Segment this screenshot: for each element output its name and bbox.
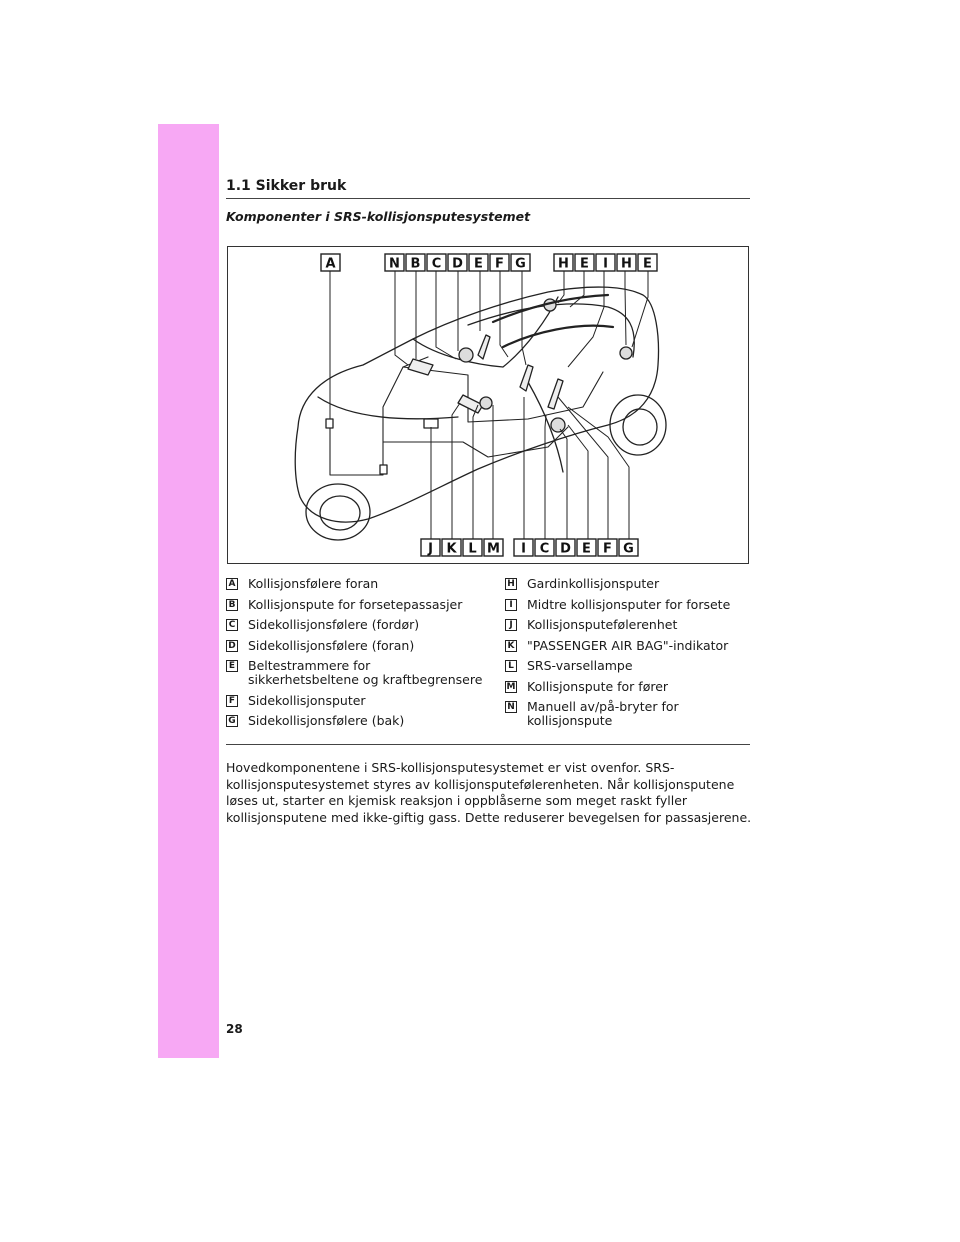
svg-text:E: E: [580, 256, 589, 272]
srs-diagram: [227, 246, 749, 564]
svg-text:F: F: [603, 541, 612, 557]
legend-item: [226, 714, 492, 728]
bottom-callouts: [421, 539, 638, 557]
legend-text: "PASSENGER AIR BAG"-indikator: [527, 637, 729, 653]
legend-text: Kollisjonspute for fører: [527, 678, 669, 694]
legend-key: N: [505, 701, 517, 713]
legend-key: D: [226, 640, 238, 652]
callout-G: [511, 254, 530, 272]
callout-C2: [535, 539, 554, 557]
svg-text:N: N: [389, 256, 400, 272]
svg-text:E: E: [474, 256, 483, 272]
legend-text: Kollisjonspute for forsetepassasjer: [248, 596, 463, 612]
legend-key: A: [226, 578, 238, 590]
top-callouts: [321, 254, 657, 272]
legend-text: Sidekollisjonsputer: [248, 692, 366, 708]
svg-text:A: A: [325, 256, 336, 272]
body-paragraph: Hovedkomponentene i SRS-kollisjonsputesystemet er vist ovenfor. SRS-kollisjonsputesystemet styres av kollisjonsputefølerenheten. Når kollisjonsputene løses ut, starter en kjemisk reaksjon i oppblåserne som meget raskt fyller kollisjonsputene med ikke-giftig gass. Dette reduserer bevegelsen for passasjerene.: [226, 760, 752, 825]
svg-text:I: I: [521, 541, 526, 557]
svg-text:K: K: [446, 541, 457, 557]
legend-item: [505, 680, 755, 694]
legend-item: [505, 700, 755, 728]
page-number: 28: [226, 1022, 243, 1036]
legend-key: M: [506, 681, 516, 692]
legend-item: [505, 659, 755, 673]
callout-H2: [617, 254, 636, 272]
svg-text:E: E: [643, 256, 652, 272]
legend-item: [505, 639, 755, 653]
callout-C: [427, 254, 446, 272]
callout-D: [448, 254, 467, 272]
svg-text:C: C: [539, 541, 550, 557]
legend-item: [505, 598, 755, 612]
header-divider: [226, 198, 750, 199]
legend-item: [226, 659, 492, 687]
legend-item: [505, 618, 755, 632]
section-title: Komponenter i SRS-kollisjonsputesystemet: [226, 209, 531, 224]
legend-item: [226, 618, 492, 632]
legend-item: [226, 694, 492, 708]
rear-wheel: [610, 395, 666, 455]
callout-D2: [556, 539, 575, 557]
sidebar-tab: [158, 124, 219, 1058]
legend-text: Kollisjonsputefølerenhet: [527, 617, 678, 632]
legend-right: [505, 577, 755, 735]
svg-text:H: H: [621, 256, 632, 272]
legend-left: [226, 577, 492, 735]
callout-I: [596, 254, 615, 272]
hood-line: [318, 397, 458, 419]
svg-text:L: L: [468, 541, 477, 557]
callout-A: [321, 254, 340, 272]
legend-key: F: [226, 695, 238, 707]
callout-K: [442, 539, 461, 557]
legend-item: [226, 577, 492, 591]
svg-text:G: G: [515, 256, 526, 272]
legend-key: C: [226, 619, 238, 631]
legend-text: Sidekollisjonsfølere (fordør): [248, 617, 420, 632]
callout-E3: [638, 254, 657, 272]
callout-L: [463, 539, 482, 557]
svg-text:J: J: [428, 541, 433, 557]
page-header: 1.1 Sikker bruk: [226, 178, 347, 194]
legend-text: Sidekollisjonsfølere (bak): [248, 713, 405, 728]
legend-text: SRS-varsellampe: [527, 658, 633, 673]
legend-text: Gardinkollisjonsputer: [527, 576, 660, 591]
legend-text: Beltestrammere for sikkerhetsbeltene og kraftbegrensere: [248, 658, 483, 687]
callout-N: [385, 254, 404, 272]
svg-text:M: M: [487, 541, 500, 557]
callout-E: [469, 254, 488, 272]
legend-key: K: [505, 640, 517, 652]
legend-key: I: [505, 599, 517, 611]
legend-text: Kollisjonsfølere foran: [248, 576, 379, 591]
callout-B: [406, 254, 425, 272]
callout-F: [490, 254, 509, 272]
svg-text:B: B: [410, 256, 421, 272]
svg-text:F: F: [495, 256, 504, 272]
svg-text:D: D: [452, 256, 463, 272]
legend-key: H: [505, 578, 517, 590]
callout-E2: [575, 254, 594, 272]
legend-item: [226, 598, 492, 612]
legend-item: [505, 577, 755, 591]
legend-text: Manuell av/på-bryter for kollisjonspute: [527, 699, 679, 728]
svg-text:G: G: [623, 541, 634, 557]
callout-M: [484, 539, 503, 557]
legend-key: B: [226, 599, 238, 611]
car-illustration: [228, 247, 750, 565]
legend-text: Sidekollisjonsfølere (foran): [248, 637, 415, 653]
svg-text:I: I: [603, 256, 608, 272]
svg-text:D: D: [560, 541, 571, 557]
legend-key: J: [505, 619, 517, 631]
callout-H: [554, 254, 573, 272]
callout-J: [421, 539, 440, 557]
legend-key: G: [226, 715, 238, 727]
callout-E4: [577, 539, 596, 557]
legend-item: [226, 639, 492, 653]
svg-text:C: C: [431, 256, 442, 272]
legend-key: E: [226, 660, 238, 672]
legend-key: L: [505, 660, 517, 672]
callout-G2: [619, 539, 638, 557]
svg-text:E: E: [582, 541, 591, 557]
callout-F2: [598, 539, 617, 557]
callout-I2: [514, 539, 533, 557]
legend-text: Midtre kollisjonsputer for forsete: [527, 596, 731, 612]
section-divider: [226, 744, 750, 745]
svg-text:H: H: [558, 256, 569, 272]
